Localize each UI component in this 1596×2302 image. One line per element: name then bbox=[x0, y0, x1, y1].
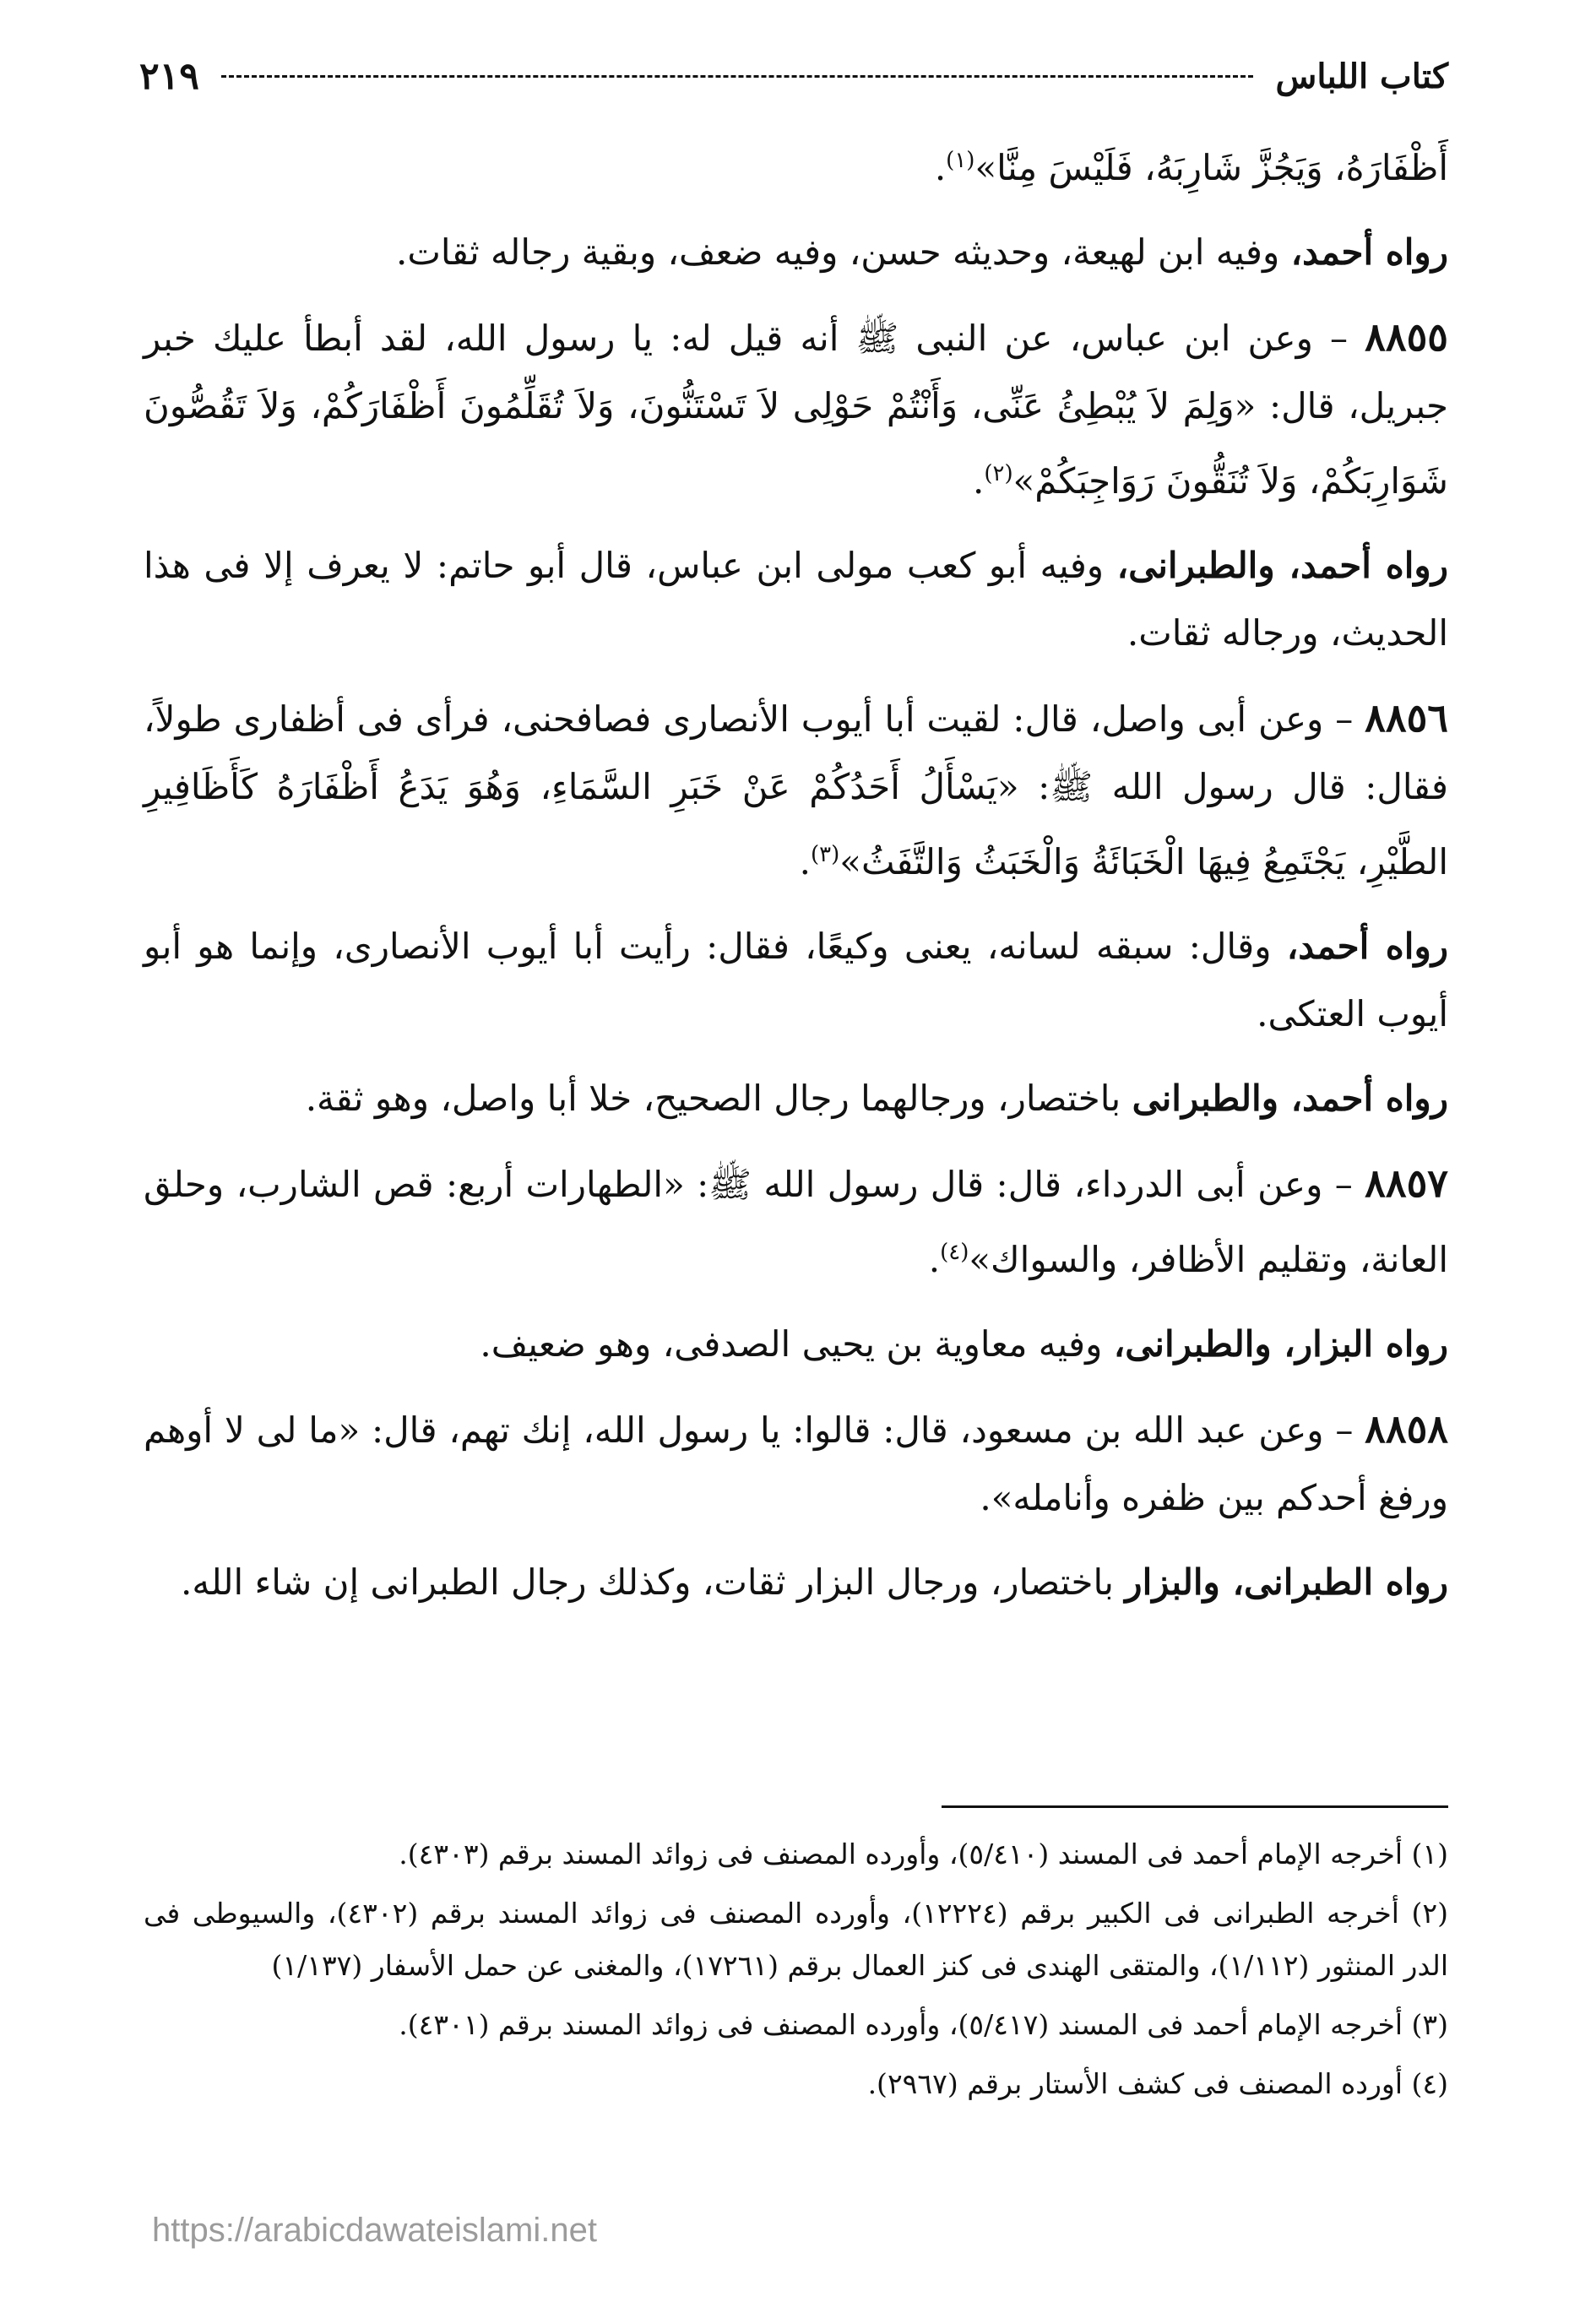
hadith-text: – وعن أبى الدرداء، قال: قال رسول الله ﷺ: «الطهارات أربع: قص الشارب، وحلق العانة، وتقليم الأظافر، والسواك» bbox=[144, 1164, 1448, 1280]
narration-note bbox=[144, 1065, 1448, 1132]
hadith-number: ٨٨٥٧ bbox=[1365, 1160, 1448, 1206]
narrator-bold: رواه البزار، والطبرانى، bbox=[1113, 1323, 1448, 1365]
narrator-bold: رواه أحمد، bbox=[1290, 231, 1448, 273]
hadith-8858 bbox=[144, 1395, 1448, 1532]
hadith-number: ٨٨٥٦ bbox=[1365, 695, 1448, 741]
note-text: وقال: سبقه لسانه، يعنى وكيعًا، فقال: رأيت أبا أيوب الأنصارى، وإنما هو أبو أيوب العتكى. bbox=[144, 926, 1448, 1034]
narration-note bbox=[144, 913, 1448, 1048]
narrator-bold: رواه أحمد، والطبرانى bbox=[1132, 1078, 1448, 1119]
page-header bbox=[139, 51, 1448, 101]
hadith-number: ٨٨٥٥ bbox=[1365, 314, 1448, 360]
narrator-bold: رواه أحمد، bbox=[1286, 926, 1449, 967]
narrator-bold: رواه الطبرانى، والبزار bbox=[1125, 1561, 1448, 1603]
watermark-url: https://arabicdawateislami.net bbox=[152, 2212, 597, 2249]
punctuation: . bbox=[934, 147, 947, 188]
hadith-number: ٨٨٥٨ bbox=[1365, 1406, 1448, 1452]
chapter-title: كتاب اللباس bbox=[1275, 56, 1448, 96]
narrator-bold: رواه أحمد، والطبرانى، bbox=[1116, 545, 1448, 586]
note-text: باختصار، ورجال البزار ثقات، وكذلك رجال الطبرانى إن شاء الله. bbox=[180, 1561, 1126, 1603]
note-text: وفيه معاوية بن يحيى الصدفى، وهو ضعيف. bbox=[480, 1323, 1114, 1365]
narration-note bbox=[144, 1549, 1448, 1616]
punctuation: . bbox=[799, 841, 811, 882]
footnotes bbox=[144, 1828, 1448, 2117]
footnote-ref: (١) bbox=[946, 148, 975, 173]
hadith-8857 bbox=[144, 1149, 1448, 1294]
footnote-ref: (٣) bbox=[810, 842, 840, 867]
footnote-1: (١) أخرجه الإمام أحمد فى المسند (٥/٤١٠)، وأورده المصنف فى زوائد المسند برقم (٤٣٠٣). bbox=[399, 1838, 1448, 1870]
narration-note bbox=[144, 532, 1448, 667]
note-text: وفيه أبو كعب مولى ابن عباس، قال أبو حاتم: لا يعرف إلا فى هذا الحديث، ورجاله ثقات. bbox=[144, 545, 1448, 654]
hadith-text: أَظْفَارَهُ، وَيَجُزَّ شَارِبَهُ، فَلَيْسَ مِنَّا» bbox=[974, 147, 1448, 188]
note-text: وفيه ابن لهيعة، وحديثه حسن، وفيه ضعف، وبقية رجاله ثقات. bbox=[396, 231, 1291, 273]
narration-note bbox=[144, 1311, 1448, 1378]
hadith-text: – وعن ابن عباس، عن النبى ﷺ أنه قيل له: يا رسول الله، لقد أبطأ عليك خبر جبريل، قال: «وَلِمَ لاَ يُبْطِئُ عَنِّى، وَأَنْتُمْ حَوْلِى لاَ تَسْتَنُّونَ، وَلاَ تُقَلِّمُونَ أَظْفَارَكُمْ، وَلاَ تَقُصُّونَ شَوَارِبَكُمْ، وَلاَ تُنَقُّونَ رَوَاجِبَكُمْ» bbox=[144, 318, 1448, 502]
footnote-3: (٣) أخرجه الإمام أحمد فى المسند (٥/٤١٧)، وأورده المصنف فى زوائد المسند برقم (٤٣٠١). bbox=[399, 2008, 1448, 2041]
punctuation: . bbox=[972, 460, 985, 502]
hadith-text: – وعن أبى واصل، قال: لقيت أبا أيوب الأنصارى فصافحنى، فرأى فى أظفارى طولاً، فقال: قال رسول الله ﷺ: «يَسْأَلُ أَحَدُكُمْ عَنْ خَبَرِ السَّمَاءِ، وَهُوَ يَدَعُ أَظْفَارَهُ كَأَظَافِيرِ الطَّيْرِ، يَجْتَمِعُ فِيهَا الْخَبَائَةُ وَالْخَبَثُ وَالتَّفَثُ» bbox=[144, 698, 1448, 882]
note-text: باختصار، ورجالهما رجال الصحيح، خلا أبا واصل، وهو ثقة. bbox=[305, 1078, 1132, 1119]
footnote-ref: (٤) bbox=[940, 1240, 969, 1265]
footnote-2: (٢) أخرجه الطبرانى فى الكبير برقم (١٢٢٢٤)، وأورده المصنف فى زوائد المسند برقم (٤٣٠٢)، والسيوطى فى الدر المنثور (١/١١٢)، والمتقى الهندى فى كنز العمال برقم (١٧٢٦١)، والمغنى عن حمل الأسفار (١/١٣٧) bbox=[144, 1897, 1448, 1982]
header-dashed-rule bbox=[221, 75, 1254, 78]
footnote-4: (٤) أورده المصنف فى كشف الأستار برقم (٢٩٦٧). bbox=[867, 2067, 1448, 2100]
footnote-ref: (٢) bbox=[984, 461, 1013, 486]
hadith-8855 bbox=[144, 303, 1448, 515]
hadith-text: – وعن عبد الله بن مسعود، قال: قالوا: يا رسول الله، إنك تهم، قال: «ما لى لا أوهم ورفغ أحدكم بين ظفره وأنامله». bbox=[144, 1409, 1448, 1518]
page-number: ٢١٩ bbox=[139, 54, 199, 98]
footnote-separator bbox=[942, 1805, 1448, 1808]
hadith-8856 bbox=[144, 684, 1448, 896]
punctuation: . bbox=[928, 1239, 941, 1280]
narration-note bbox=[144, 219, 1448, 286]
main-text bbox=[144, 127, 1448, 1633]
paragraph-continuation bbox=[144, 127, 1448, 202]
